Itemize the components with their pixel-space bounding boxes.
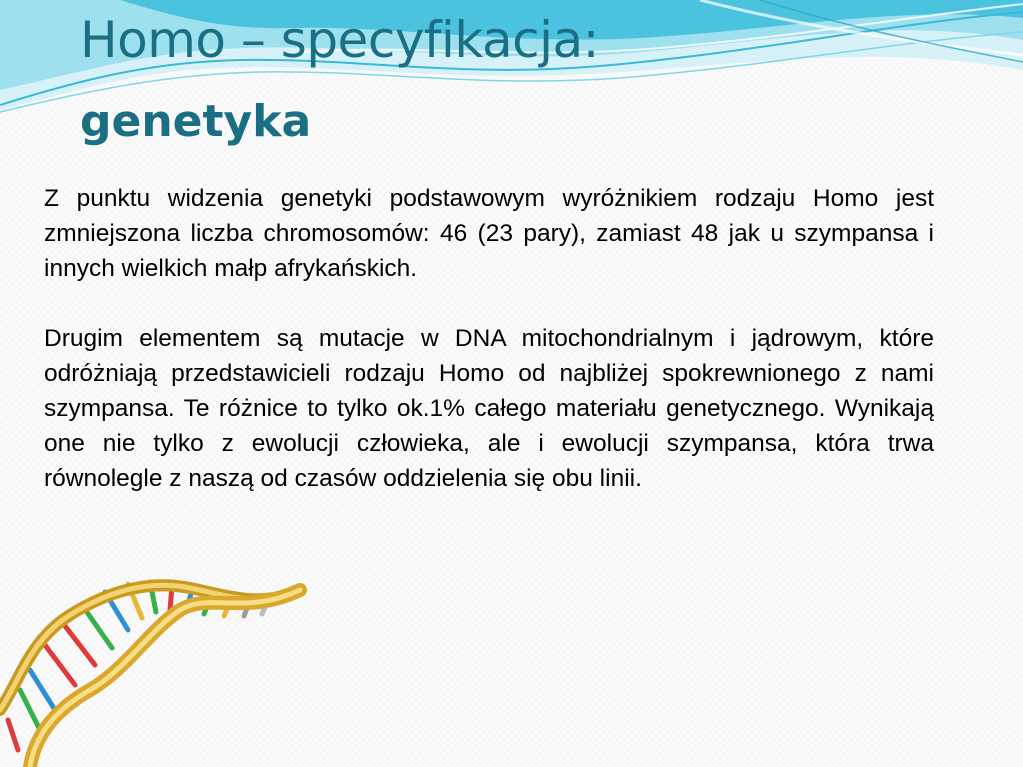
page-subtitle: genetyka: [80, 96, 312, 147]
paragraph-mutations: Drugim elementem są mutacje w DNA mitochondrialnym i jądrowym, które odróżniają przedstawicieli rodzaju Homo od najbliżej spokrewnionego z nami szympansa. Te różnice to tylko ok.1% całego materiału genetycznego. Wynikają one nie tylko z ewolucji człowieka, ale i ewolucji szympansa, która trwa równolegle z naszą od czasów oddzielenia się obu linii.: [44, 325, 934, 492]
dna-rung: [45, 645, 75, 685]
dna-rung: [8, 720, 18, 750]
dna-rung: [62, 622, 95, 665]
page-title: Homo – specyfikacja:: [80, 11, 599, 69]
dna-rung: [30, 670, 55, 710]
dna-helix-icon: [0, 560, 320, 767]
paragraph-chromosomes: Z punktu widzenia genetyki podstawowym wyróżnikiem rodzaju Homo jest zmniejszona liczba chromosomów: 46 (23 pary), zamiast 48 jak u szympansa i innych wielkich małp afrykańskich.: [44, 185, 934, 282]
dna-rung: [20, 690, 40, 730]
slide-body: [44, 181, 934, 531]
